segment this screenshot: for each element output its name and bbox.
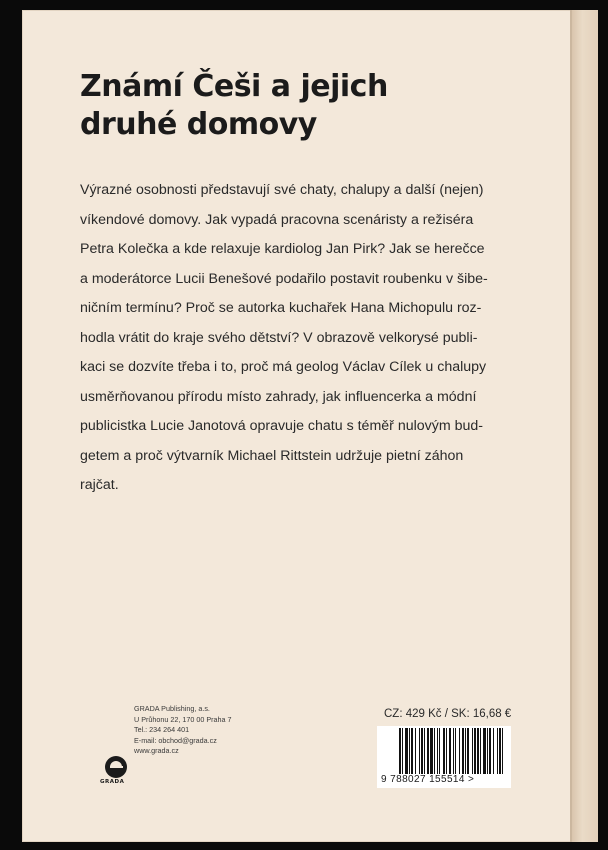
blurb-line: kaci se dozvíte třeba i to, proč má geolog Václav Cílek u chalupy: [80, 359, 487, 375]
publisher-email: E-mail: obchod@grada.cz: [134, 735, 217, 745]
publisher-info: [134, 704, 334, 757]
isbn-number: 9 788027 155514 >: [381, 774, 475, 785]
title-line: druhé domovy: [80, 107, 317, 142]
publisher-logo-text: GRADA: [100, 779, 125, 785]
price-label: CZ: 429 Kč / SK: 16,68 €: [384, 708, 512, 720]
blurb-line: getem a proč výtvarník Michael Rittstein udržuje pietní záhon: [80, 447, 464, 464]
blurb-line: ničním termínu? Proč se autorka kuchařek Hana Michopulu roz-: [80, 300, 482, 316]
isbn-barcode: [377, 726, 511, 788]
blurb-line: víkendové domovy. Jak vypadá pracovna scenáristy a režiséra: [80, 211, 474, 228]
blurb-line: usměrňovanou přírodu místo zahrady, jak influencerka a módní: [80, 388, 477, 405]
blurb-line: hodla vrátit do kraje svého dětství? V obrazově velkorysé publi-: [80, 329, 478, 346]
publisher-phone: Tel.: 234 264 401: [134, 725, 190, 734]
barcode-bars: [399, 728, 505, 774]
publisher-website: www.grada.cz: [134, 746, 179, 755]
book-title: [80, 68, 500, 144]
blurb-line: a moderátorce Lucii Benešové podařilo postavit roubenku v šibe-: [80, 270, 488, 287]
blurb-line: Petra Kolečka a kde relaxuje kardiolog Jan Pirk? Jak se herečce: [80, 241, 485, 257]
book-spine: [572, 10, 598, 842]
blurb-line: Výrazné osobnosti představují své chaty, chalupy a další (nejen): [80, 182, 484, 198]
blurb-line: rajčat.: [80, 477, 119, 493]
publisher-address: U Průhonu 22, 170 00 Praha 7: [134, 714, 232, 724]
blurb-line: publicistka Lucie Janotová opravuje chatu s téměř nulovým bud-: [80, 418, 483, 434]
book-blurb: [80, 176, 540, 501]
publisher-name: GRADA Publishing, a.s.: [134, 704, 210, 713]
title-line: Známí Češi a jejich: [80, 69, 388, 104]
